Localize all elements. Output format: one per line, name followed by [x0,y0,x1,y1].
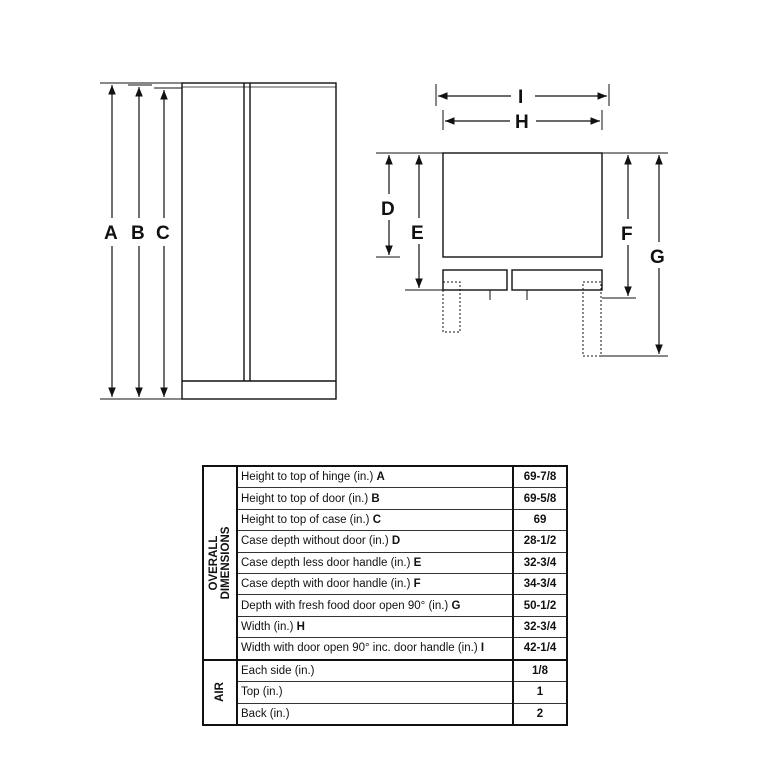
row-code: E [413,556,422,569]
row-value: 69 [513,509,567,530]
dim-label-a: A [104,223,118,244]
row-code: B [371,492,380,505]
dimensions-table-container [202,465,568,726]
row-label-cell [237,466,513,488]
dim-label-d: D [381,199,395,220]
table-row [203,638,567,660]
row-value: 32-3/4 [513,552,567,573]
row-value: 1 [513,682,567,703]
row-label: Width (in.) [241,621,294,634]
row-label-cell [237,531,513,552]
group-label-line: OVERALL [208,535,220,591]
group-label-cell [203,660,237,725]
row-label: Width with door open 90° inc. door handle (in.) [241,642,478,655]
case-outline [443,153,602,257]
row-label-cell [237,616,513,637]
row-label: Height to top of hinge (in.) [241,471,374,484]
dim-label-h: H [515,112,529,133]
row-label-cell [237,595,513,616]
dim-label-f: F [621,224,633,245]
table-row [203,682,567,703]
row-value: 69-7/8 [513,466,567,488]
row-label: Back (in.) [241,707,290,720]
group-label [208,526,232,599]
row-label: Top (in.) [241,686,283,699]
table-row [203,466,567,488]
group-label [214,682,226,702]
row-label: Case depth without door (in.) [241,535,389,548]
row-label: Height to top of door (in.) [241,492,369,505]
row-code: D [391,535,401,548]
table-row [203,509,567,530]
table-row [203,660,567,682]
row-label: Depth with fresh food door open 90° (in.) [241,599,449,612]
row-label-cell [237,660,513,682]
dim-label-g: G [650,247,665,268]
row-value: 50-1/2 [513,595,567,616]
row-value: 69-5/8 [513,488,567,509]
group-label-line: DIMENSIONS [220,526,232,600]
row-value: 34-3/4 [513,574,567,595]
row-label-cell [237,703,513,725]
row-code: F [413,578,421,591]
dim-label-c: C [156,223,170,244]
row-label-cell [237,488,513,509]
row-value: 32-3/4 [513,616,567,637]
row-code: A [376,471,385,484]
row-value: 2 [513,703,567,725]
row-label-cell [237,509,513,530]
table-row [203,488,567,509]
row-label-cell [237,574,513,595]
row-label-cell [237,552,513,573]
right-door-outline [512,270,602,290]
dimensions-table [202,465,568,726]
row-value: 42-1/4 [513,638,567,660]
row-label: Case depth less door handle (in.) [241,556,411,569]
left-door-outline [443,270,507,290]
table-row [203,552,567,573]
group-label-line: AIR [214,682,226,703]
row-value: 1/8 [513,660,567,682]
fridge-body [182,83,336,399]
row-code: C [372,514,381,527]
dim-label-e: E [411,223,424,244]
row-label: Height to top of case (in.) [241,514,370,527]
right-door-open-dotted [583,282,601,356]
group-label-cell [203,466,237,660]
top-view [443,153,602,356]
table-row [203,595,567,616]
row-code: I [480,642,485,655]
dim-label-i: I [518,87,524,108]
row-value: 28-1/2 [513,531,567,552]
table-row [203,703,567,725]
row-code: G [451,599,461,612]
row-label-cell [237,638,513,660]
table-row [203,574,567,595]
row-code: H [296,621,305,634]
row-label-cell [237,682,513,703]
row-label: Case depth with door handle (in.) [241,578,411,591]
table-row [203,531,567,552]
row-label: Each side (in.) [241,664,315,677]
table-row [203,616,567,637]
dim-label-b: B [131,223,145,244]
front-view [182,83,336,399]
